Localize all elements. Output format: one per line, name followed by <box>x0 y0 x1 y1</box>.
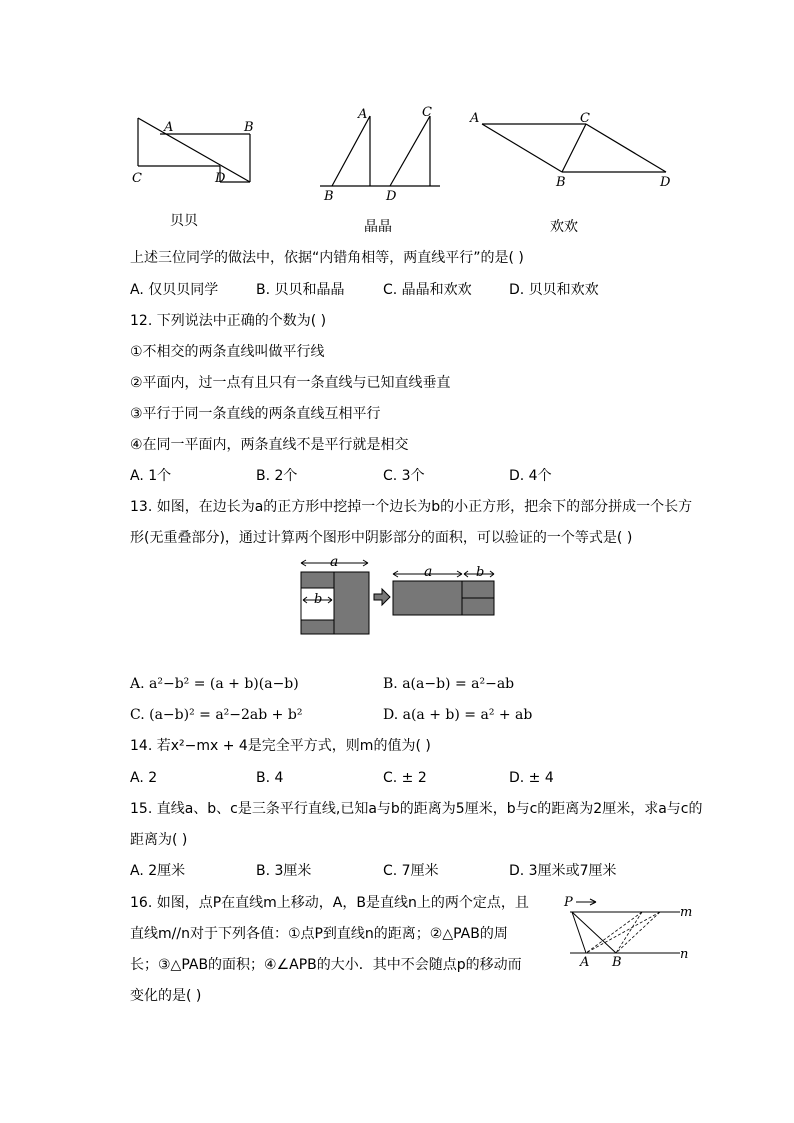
transform-arrow <box>374 589 390 605</box>
jingjing-label-a: A <box>358 107 368 122</box>
beibei-label-b: B <box>244 120 254 135</box>
q12-option-a: A. 1个 <box>130 468 172 484</box>
q13-option-b: B. a(a−b) = a²−ab <box>383 676 515 692</box>
q11-option-a: A. 仅贝贝同学 <box>130 282 219 298</box>
fig13-label-b2: b <box>476 565 485 580</box>
fig13-label-b1: b <box>314 592 323 607</box>
q13-stem-line2: 形(无重叠部分)，通过计算两个图形中阴影部分的面积，可以验证的一个等式是( ) <box>130 530 633 546</box>
q14-option-d: D. ± 4 <box>509 770 554 786</box>
q13-option-a: A. a²−b² = (a + b)(a−b) <box>130 676 299 692</box>
figure-16 <box>560 890 700 970</box>
q15-option-a: A. 2厘米 <box>130 863 186 879</box>
beibei-label-a: A <box>164 120 174 135</box>
huanhuan-label-a: A <box>470 111 480 126</box>
beibei-label-c: C <box>132 171 142 186</box>
q12-option-d: D. 4个 <box>509 468 552 484</box>
q12-option-c: C. 3个 <box>383 468 425 484</box>
q16-line4: 变化的是( ) <box>130 988 202 1004</box>
figure-huanhuan <box>482 124 666 172</box>
q13-stem-line1: 13. 如图，在边长为a的正方形中挖掉一个边长为b的小正方形，把余下的部分拼成一个长方 <box>130 499 693 515</box>
q15-stem-line2: 距离为( ) <box>130 832 188 848</box>
figure-11 <box>120 100 680 240</box>
q15-stem-line1: 15. 直线a、b、c是三条平行直线,已知a与b的距离为5厘米，b与c的距离为2厘米，求a与c的 <box>130 801 703 817</box>
caption-jingjing: 晶晶 <box>364 219 392 235</box>
fig16-label-n: n <box>680 947 689 962</box>
q15-option-c: C. 7厘米 <box>383 863 439 879</box>
q12-item-3: ③平行于同一条直线的两条直线互相平行 <box>130 406 381 422</box>
q12-stem: 12. 下列说法中正确的个数为( ) <box>130 313 327 329</box>
huanhuan-label-c: C <box>580 111 590 126</box>
q15-option-d: D. 3厘米或7厘米 <box>509 863 617 879</box>
fig16-label-b: B <box>612 955 622 970</box>
q11-option-c: C. 晶晶和欢欢 <box>383 282 472 298</box>
q13-option-c: C. (a−b)² = a²−2ab + b² <box>130 707 303 723</box>
q16-line2: 直线m//n对于下列各值：①点P到直线n的距离；②△PAB的周 <box>130 926 508 942</box>
caption-beibei: 贝贝 <box>170 213 198 229</box>
q12-option-b: B. 2个 <box>256 468 298 484</box>
beibei-label-d: D <box>215 171 226 186</box>
figure-13 <box>296 556 506 640</box>
figure-beibei <box>138 118 250 182</box>
fig16-label-p: P <box>564 895 573 910</box>
fig13-label-a1: a <box>330 556 339 570</box>
q16-line3: 长；③△PAB的面积；④∠APB的大小．其中不会随点p的移动而 <box>130 957 522 973</box>
q11-option-d: D. 贝贝和欢欢 <box>509 282 599 298</box>
q13-option-d: D. a(a + b) = a² + ab <box>383 707 533 723</box>
q14-option-c: C. ± 2 <box>383 770 427 786</box>
q11-option-b: B. 贝贝和晶晶 <box>256 282 345 298</box>
q14-option-a: A. 2 <box>130 770 158 786</box>
caption-huanhuan: 欢欢 <box>550 219 578 235</box>
q11-stem: 上述三位同学的做法中，依据“内错角相等，两直线平行”的是( ) <box>130 250 524 266</box>
figure-jingjing <box>320 116 440 186</box>
huanhuan-label-b: B <box>556 175 566 190</box>
fig13-label-a2: a <box>424 564 433 580</box>
jingjing-label-d: D <box>386 189 397 204</box>
q16-line1: 16. 如图，点P在直线m上移动，A，B是直线n上的两个定点，且 <box>130 895 529 911</box>
huanhuan-label-d: D <box>660 175 671 190</box>
jingjing-label-c: C <box>422 105 432 120</box>
fig16-label-a: A <box>580 955 590 970</box>
q12-item-2: ②平面内，过一点有且只有一条直线与已知直线垂直 <box>130 375 451 391</box>
q12-item-4: ④在同一平面内，两条直线不是平行就是相交 <box>130 437 409 453</box>
fig16-label-m: m <box>680 905 693 920</box>
jingjing-label-b: B <box>324 189 334 204</box>
q14-option-b: B. 4 <box>256 770 284 786</box>
q12-item-1: ①不相交的两条直线叫做平行线 <box>130 344 325 360</box>
q15-option-b: B. 3厘米 <box>256 863 312 879</box>
q14-stem: 14. 若x²−mx + 4是完全平方式，则m的值为( ) <box>130 738 431 754</box>
